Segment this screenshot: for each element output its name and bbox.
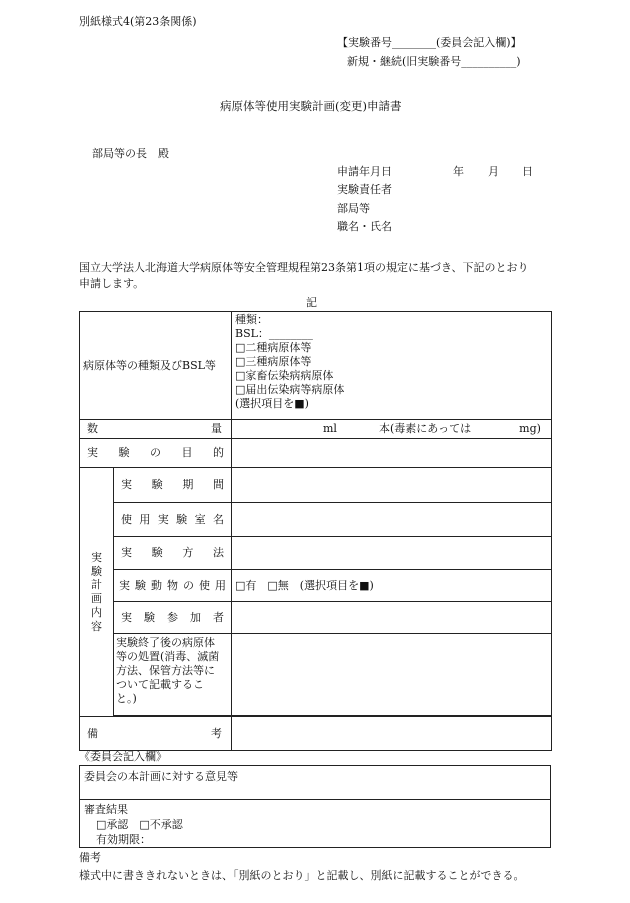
method-label: 実 験 方 法 [114,537,232,570]
remarks-value[interactable] [232,717,552,751]
purpose-label: 実 験 の 目 的 [80,439,232,468]
participants-value[interactable] [232,602,552,634]
purpose-row [80,439,552,468]
room-value[interactable] [232,503,552,537]
application-date-label: 申請年月日 [337,165,392,178]
period-row [80,468,552,503]
room-label: 使 用 実 験 室 名 [114,503,232,537]
participants-row [80,602,552,634]
disposal-label: 実験終了後の病原体 等の処置(消毒、滅菌 方法、保管方法等に ついて記載するこ と。) [114,634,232,716]
day-label: 日 [522,165,533,178]
intro-line-2: 申請します。 [79,277,145,290]
room-row [80,503,552,537]
quantity-label: 数 量 [80,420,232,439]
class2-checkbox[interactable]: □二種病原体等 [235,341,312,354]
pathogen-value[interactable] [232,312,552,420]
method-value[interactable] [232,537,552,570]
class3-checkbox[interactable]: □三種病原体等 [235,355,312,368]
validity-label: 有効期限： [96,833,151,846]
addressee: 部局等の長 殿 [92,147,169,160]
note-text: 様式中に書ききれないときは、「別紙のとおり」と記載し、別紙に記載することができる。 [79,869,525,882]
period-value[interactable] [232,468,552,503]
quantity-row [80,420,552,439]
responsible-label: 実験責任者 [337,183,392,196]
committee-opinion-label: 委員会の本計画に対する意見等 [84,770,238,783]
approval-checkboxes[interactable]: □承認 □不承認 [96,818,183,831]
disposal-value[interactable] [232,634,552,716]
experiment-number-field: 【実験番号________(委員会記入欄)】 [337,36,522,49]
plan-content-label: 実 験 計 画 内 容 [80,468,114,717]
purpose-value[interactable] [232,439,552,468]
period-label: 実 験 期 間 [114,468,232,503]
remarks-row [80,717,552,751]
department-label: 部局等 [337,202,370,215]
method-row [80,537,552,570]
review-result-box[interactable] [79,798,551,848]
ki-heading: 記 [306,296,317,309]
intro-line-1: 国立大学法人北海道大学病原体等安全管理規程第23条第1項の規定に基づき、下記のとおり [79,261,529,274]
application-table [79,311,552,751]
committee-label: 《委員会記入欄》 [79,750,167,763]
bsl-line: BSL：________ [235,327,313,340]
pathogen-row [80,312,552,420]
note-title: 備考 [79,851,101,864]
position-name-label: 職名・氏名 [337,220,392,233]
form-number: 別紙様式4(第23条関係) [79,15,197,28]
animal-value[interactable]: □有 □無 (選択項目を■) [232,570,552,602]
participants-label: 実 験 参 加 者 [114,602,232,634]
animal-label: 実 験 動 物 の 使 用 [114,570,232,602]
disposal-row [80,634,552,716]
year-label: 年 [453,165,464,178]
pathogen-label: 病原体等の種類及びBSL等 [80,312,232,420]
notifiable-checkbox[interactable]: □届出伝染病等病原体 [235,383,345,396]
review-result-label: 審査結果 [84,803,128,816]
renewal-field: 新規・継続(旧実験番号__________) [347,55,521,68]
month-label: 月 [488,165,499,178]
pathogen-type-line: 種類： [235,313,268,326]
document-title: 病原体等使用実験計画(変更)申請書 [220,99,402,113]
committee-opinion-box[interactable] [79,765,551,800]
animal-row [80,570,552,602]
remarks-label: 備 考 [80,717,232,751]
livestock-checkbox[interactable]: □家畜伝染病病原体 [235,369,334,382]
selection-note: (選択項目を■) [235,397,309,410]
quantity-value[interactable]: ml 本(毒素にあっては mg) [232,420,552,439]
